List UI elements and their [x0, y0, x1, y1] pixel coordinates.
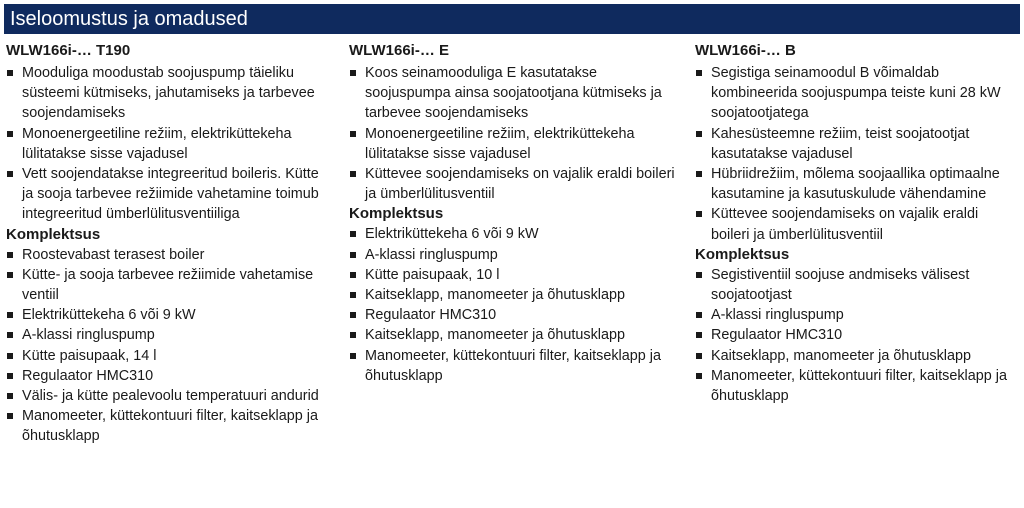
list-item: Välis- ja kütte pealevoolu temperatuuri andurid — [6, 386, 328, 406]
model-column-e — [349, 41, 679, 386]
model-column-b — [695, 41, 1020, 406]
list-item: Kaitseklapp, manomeeter ja õhutusklapp — [349, 285, 679, 305]
list-item: Kütte- ja sooja tarbevee režiimide vahetamise ventiil — [6, 265, 328, 305]
square-bullet-icon — [696, 373, 702, 379]
list-item: Kaitseklapp, manomeeter ja õhutusklapp — [349, 325, 679, 345]
square-bullet-icon — [7, 70, 13, 76]
list-item: Segistiga seinamoodul B võimaldab kombineerida soojuspumpa teiste kuni 28 kW soojatootjatega — [695, 63, 1020, 124]
list-item: Manomeeter, küttekontuuri filter, kaitseklapp ja õhutusklapp — [695, 366, 1020, 406]
list-item: Kahesüsteemne režiim, teist soojatootjat kasutatakse vajadusel — [695, 124, 1020, 164]
list-item: Monoenergeetiline režiim, elektriküttekeha lülitatakse sisse vajadusel — [349, 124, 679, 164]
list-item: A-klassi ringluspump — [6, 325, 328, 345]
list-item: Elektriküttekeha 6 või 9 kW — [349, 224, 679, 244]
square-bullet-icon — [350, 252, 356, 258]
list-item: Regulaator HMC310 — [6, 366, 328, 386]
list-item: Kütte paisupaak, 10 l — [349, 265, 679, 285]
package-list — [349, 224, 679, 386]
square-bullet-icon — [7, 393, 13, 399]
section-header-title: Iseloomustus ja omadused — [10, 8, 248, 30]
square-bullet-icon — [7, 353, 13, 359]
square-bullet-icon — [7, 413, 13, 419]
square-bullet-icon — [7, 171, 13, 177]
square-bullet-icon — [350, 353, 356, 359]
square-bullet-icon — [696, 171, 702, 177]
square-bullet-icon — [7, 312, 13, 318]
square-bullet-icon — [7, 332, 13, 338]
list-item: Regulaator HMC310 — [695, 325, 1020, 345]
square-bullet-icon — [350, 70, 356, 76]
square-bullet-icon — [696, 312, 702, 318]
features-list — [349, 63, 679, 204]
model-column-t190 — [6, 41, 328, 447]
square-bullet-icon — [350, 292, 356, 298]
list-item: Kütte paisupaak, 14 l — [6, 346, 328, 366]
list-item: A-klassi ringluspump — [695, 305, 1020, 325]
list-item: Mooduliga moodustab soojuspump täieliku süsteemi kütmiseks, jahutamiseks ja tarbevee soojendamiseks — [6, 63, 328, 124]
list-item: Koos seinamooduliga E kasutatakse soojuspumpa ainsa soojatootjana kütmiseks ja tarbevee soojendamiseks — [349, 63, 679, 124]
features-list — [695, 63, 1020, 245]
square-bullet-icon — [696, 70, 702, 76]
package-list — [695, 265, 1020, 406]
list-item: Elektriküttekeha 6 või 9 kW — [6, 305, 328, 325]
model-title: WLW166i-… B — [695, 42, 796, 59]
square-bullet-icon — [696, 353, 702, 359]
square-bullet-icon — [350, 332, 356, 338]
list-item: Küttevee soojendamiseks on vajalik eraldi boileri ja ümberlülitusventiil — [349, 164, 679, 204]
square-bullet-icon — [350, 312, 356, 318]
square-bullet-icon — [7, 252, 13, 258]
features-list — [6, 63, 328, 225]
square-bullet-icon — [350, 272, 356, 278]
square-bullet-icon — [696, 131, 702, 137]
section-header — [4, 4, 1020, 34]
list-item: Segistiventiil soojuse andmiseks välisest soojatootjast — [695, 265, 1020, 305]
package-list — [6, 245, 328, 447]
list-item: Monoenergeetiline režiim, elektriküttekeha lülitatakse sisse vajadusel — [6, 124, 328, 164]
square-bullet-icon — [350, 131, 356, 137]
square-bullet-icon — [350, 171, 356, 177]
model-title: WLW166i-… T190 — [6, 42, 131, 59]
list-item: Kaitseklapp, manomeeter ja õhutusklapp — [695, 346, 1020, 366]
list-item: Hübriidrežiim, mõlema soojaallika optimaalne kasutamine ja kasutuskulude vähendamine — [695, 164, 1020, 204]
square-bullet-icon — [7, 272, 13, 278]
square-bullet-icon — [696, 272, 702, 278]
list-item: Roostevabast terasest boiler — [6, 245, 328, 265]
package-title: Komplektsus — [695, 245, 790, 263]
list-item: A-klassi ringluspump — [349, 245, 679, 265]
square-bullet-icon — [696, 211, 702, 217]
package-title: Komplektsus — [349, 205, 444, 223]
list-item: Manomeeter, küttekontuuri filter, kaitseklapp ja õhutusklapp — [6, 406, 328, 446]
list-item: Vett soojendatakse integreeritud boileris. Kütte ja sooja tarbevee režiimide vahetamine toimub integreeritud ümberlülitusventiiliga — [6, 164, 328, 225]
square-bullet-icon — [350, 231, 356, 237]
list-item: Küttevee soojendamiseks on vajalik eraldi boileri ja ümberlülitusventiil — [695, 204, 1020, 244]
list-item: Manomeeter, küttekontuuri filter, kaitseklapp ja õhutusklapp — [349, 346, 679, 386]
square-bullet-icon — [696, 332, 702, 338]
model-title: WLW166i-… E — [349, 42, 450, 59]
square-bullet-icon — [7, 131, 13, 137]
square-bullet-icon — [7, 373, 13, 379]
list-item: Regulaator HMC310 — [349, 305, 679, 325]
package-title: Komplektsus — [6, 225, 101, 243]
